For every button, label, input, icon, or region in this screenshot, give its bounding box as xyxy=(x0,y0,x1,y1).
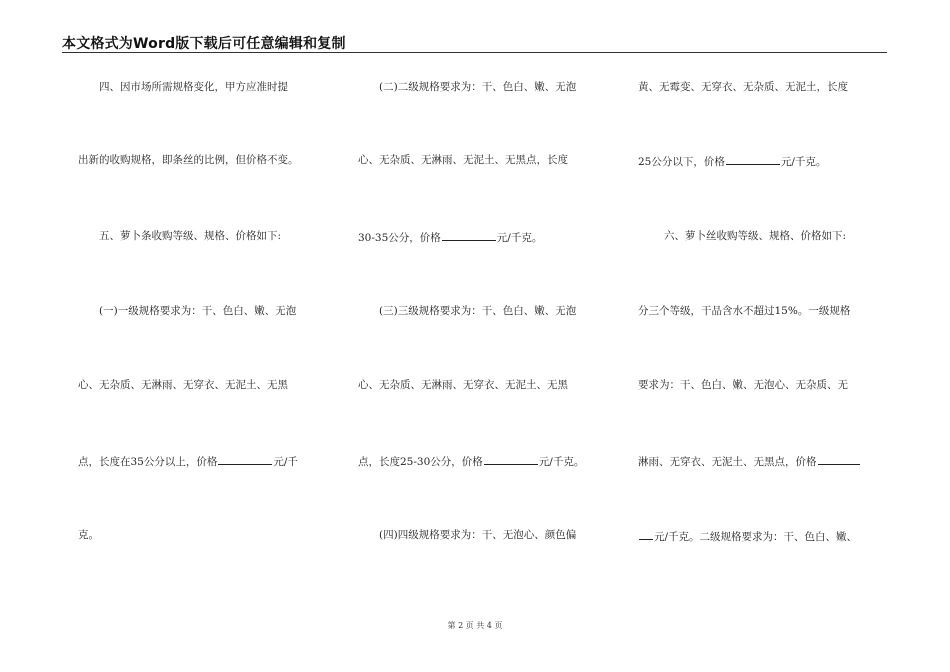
text-line: 五、萝卜条收购等级、规格、价格如下: xyxy=(99,230,282,242)
price-blank xyxy=(484,453,538,465)
text-segment: 点，长度25-30公分，价格 xyxy=(358,456,483,468)
text-line xyxy=(358,453,610,469)
text-line: 六、萝卜丝收购等级、规格、价格如下: xyxy=(664,230,847,242)
text-segment: 元/千克。 xyxy=(538,456,585,468)
text-line: 出新的收购规格，即条丝的比例，但价格不变。 xyxy=(78,154,299,166)
text-line: 心、无杂质、无淋雨、无穿衣、无泥土、无黑 xyxy=(358,379,568,391)
price-blank xyxy=(218,453,272,465)
text-line: (二)二级规格要求为：干、色白、嫩、无泡 xyxy=(379,81,577,93)
page-number-footer: 第 2 页 共 4 页 xyxy=(447,621,503,630)
text-segment: 30-35公分，价格 xyxy=(358,232,441,244)
document-header-title: 本文格式为Word版下载后可任意编辑和复制 xyxy=(62,36,346,52)
text-line xyxy=(78,453,330,469)
text-line xyxy=(638,453,890,469)
text-segment: 元/千 xyxy=(273,456,298,468)
text-line: (三)三级规格要求为：干、色白、嫩、无泡 xyxy=(379,305,577,317)
price-blank xyxy=(818,453,860,465)
text-line: (四)四级规格要求为：干、无泡心、颜色偏 xyxy=(379,529,577,541)
price-blank xyxy=(639,528,653,540)
text-segment: 淋雨、无穿衣、无泥土、无黑点，价格 xyxy=(638,456,817,468)
price-blank xyxy=(442,229,496,241)
price-blank xyxy=(726,153,780,165)
text-segment: 元/千克。 xyxy=(496,232,543,244)
text-line xyxy=(638,153,890,169)
text-segment: 元/千克。 xyxy=(780,156,827,168)
text-segment: 点，长度在35公分以上，价格 xyxy=(78,456,218,468)
text-line: 要求为：干、色白、嫩、无泡心、无杂质、无 xyxy=(638,379,848,391)
text-line xyxy=(358,229,610,245)
text-line: 四、因市场所需规格变化，甲方应准时提 xyxy=(99,81,288,93)
text-line: (一)一级规格要求为：干、色白、嫩、无泡 xyxy=(99,305,297,317)
text-line: 黄、无霉变、无穿衣、无杂质、无泥土，长度 xyxy=(638,81,848,93)
text-segment: 25公分以下，价格 xyxy=(638,156,725,168)
text-line: 心、无杂质、无淋雨、无泥土、无黑点，长度 xyxy=(358,154,568,166)
text-line xyxy=(638,528,890,544)
text-segment: 元/千克。二级规格要求为：干、色白、嫩、 xyxy=(654,531,858,543)
text-line: 心、无杂质、无淋雨、无穿衣、无泥土、无黑 xyxy=(78,379,288,391)
text-line: 分三个等级，干品含水不超过15%。一级规格 xyxy=(638,305,851,317)
header-rule xyxy=(62,52,887,53)
text-line: 克。 xyxy=(78,529,99,541)
